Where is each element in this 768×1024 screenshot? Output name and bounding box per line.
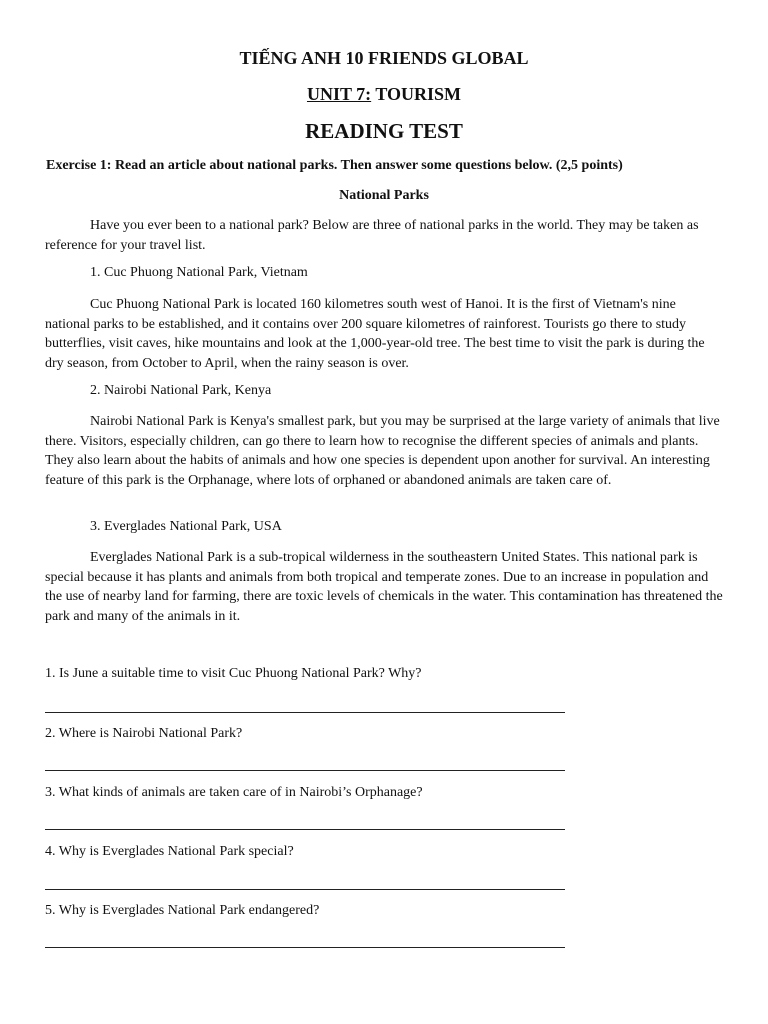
section-text-everglades: Everglades National Park is a sub-tropical wilderness in the southeastern United States. This national park is special because it has plants and animals from both tropical and temperate zones. Due to an increase in population and the use of nearby land for farming, there are toxic levels of chemicals in the water. This contamination has threatened the park and many of the animals in it. bbox=[45, 550, 723, 624]
exercise-instruction: Exercise 1: Read an article about national parks. Then answer some questions below. (2,5 points) bbox=[46, 158, 623, 173]
section-heading-everglades: 3. Everglades National Park, USA bbox=[90, 519, 282, 534]
unit-heading bbox=[0, 84, 768, 105]
article-intro: Have you ever been to a national park? Below are three of national parks in the world. They may be taken as reference for your travel list. bbox=[45, 218, 699, 253]
question-2: 2. Where is Nairobi National Park? bbox=[45, 726, 243, 741]
article-title: National Parks bbox=[339, 188, 429, 203]
answer-line-1[interactable] bbox=[45, 712, 565, 713]
answer-line-4[interactable] bbox=[45, 889, 565, 890]
section-heading-cuc-phuong: 1. Cuc Phuong National Park, Vietnam bbox=[90, 265, 308, 280]
answer-line-2[interactable] bbox=[45, 770, 565, 771]
test-title: READING TEST bbox=[305, 119, 463, 143]
answer-line-3[interactable] bbox=[45, 829, 565, 830]
unit-topic: TOURISM bbox=[371, 84, 462, 104]
question-4: 4. Why is Everglades National Park special? bbox=[45, 844, 294, 859]
unit-label: UNIT 7: bbox=[306, 84, 372, 104]
question-3: 3. What kinds of animals are taken care of in Nairobi’s Orphanage? bbox=[45, 785, 423, 800]
section-text-cuc-phuong: Cuc Phuong National Park is located 160 kilometres south west of Hanoi. It is the first of Vietnam's nine national parks to be established, and it contains over 200 square kilometres of rainforest. Tourists go there to study butterflies, visit caves, hike mountains and look at the 1,000-year-old tree. The best time to visit the park is during the dry season, from October to April, when the rainy season is over. bbox=[45, 297, 705, 371]
document-title: TIẾNG ANH 10 FRIENDS GLOBAL bbox=[239, 48, 529, 68]
section-text-nairobi: Nairobi National Park is Kenya's smallest park, but you may be surprised at the large variety of animals that live there. Visitors, especially children, can go there to learn how to recognise the different species of animals and plants. They also learn about the habits of animals and how one species is dependent upon another for survival. An interesting feature of this park is the Orphanage, where lots of orphaned or abandoned animals are taken care of. bbox=[45, 414, 720, 488]
question-1: 1. Is June a suitable time to visit Cuc Phuong National Park? Why? bbox=[45, 666, 422, 681]
question-5: 5. Why is Everglades National Park endangered? bbox=[45, 903, 320, 918]
answer-line-5[interactable] bbox=[45, 947, 565, 948]
section-heading-nairobi: 2. Nairobi National Park, Kenya bbox=[90, 383, 272, 398]
